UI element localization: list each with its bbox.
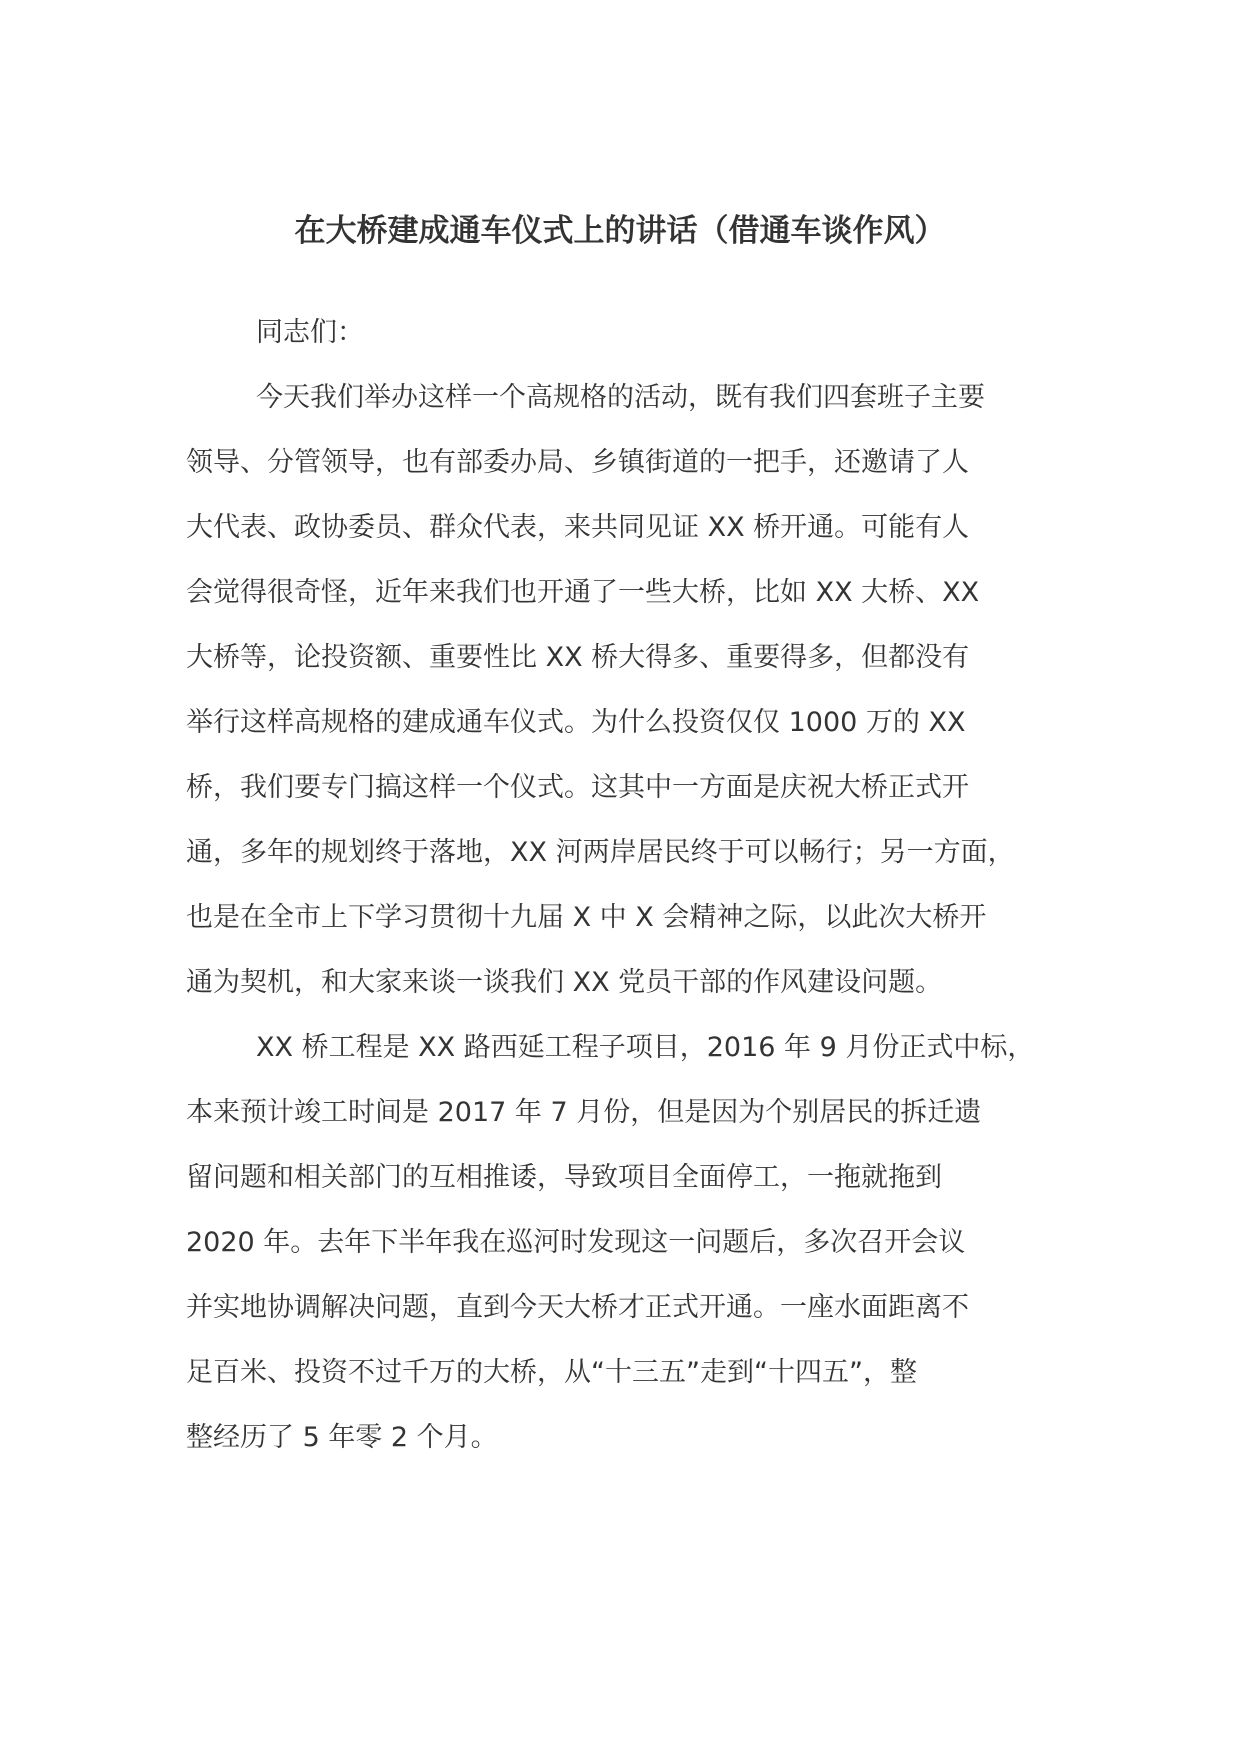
paragraph-2 bbox=[186, 1015, 1086, 1470]
paragraph-line: 2020 年。去年下半年我在巡河时发现这一问题后，多次召开会议 bbox=[186, 1227, 966, 1258]
paragraph-line: 本来预计竣工时间是 2017 年 7 月份，但是因为个别居民的拆迁遗 bbox=[186, 1097, 982, 1128]
paragraph-line: 通，多年的规划终于落地，XX 河两岸居民终于可以畅行；另一方面， bbox=[186, 837, 1015, 868]
paragraph-1 bbox=[186, 365, 1086, 1015]
paragraph-line: 并实地协调解决问题，直到今天大桥才正式开通。一座水面距离不 bbox=[186, 1292, 969, 1323]
paragraph-line: 留问题和相关部门的互相推诿，导致项目全面停工，一拖就拖到 bbox=[186, 1162, 942, 1193]
paragraph-line: 大代表、政协委员、群众代表，来共同见证 XX 桥开通。可能有人 bbox=[186, 512, 970, 543]
paragraph-line: 也是在全市上下学习贯彻十九届 X 中 X 会精神之际，以此次大桥开 bbox=[186, 902, 987, 933]
salutation: 同志们： bbox=[256, 317, 364, 348]
document-title: 在大桥建成通车仪式上的讲话（借通车谈作风） bbox=[294, 213, 946, 249]
paragraph-line: 举行这样高规格的建成通车仪式。为什么投资仅仅 1000 万的 XX bbox=[186, 707, 966, 738]
paragraph-line: 整经历了 5 年零 2 个月。 bbox=[186, 1422, 498, 1453]
document-body bbox=[186, 300, 1086, 1470]
paragraph-line: 大桥等，论投资额、重要性比 XX 桥大得多、重要得多，但都没有 bbox=[186, 642, 970, 673]
paragraph-line: 领导、分管领导，也有部委办局、乡镇街道的一把手，还邀请了人 bbox=[186, 447, 969, 478]
paragraph-line: 桥，我们要专门搞这样一个仪式。这其中一方面是庆祝大桥正式开 bbox=[186, 772, 969, 803]
paragraph-line: 会觉得很奇怪，近年来我们也开通了一些大桥，比如 XX 大桥、XX bbox=[186, 577, 980, 608]
paragraph-line: 今天我们举办这样一个高规格的活动，既有我们四套班子主要 bbox=[256, 382, 985, 413]
paragraph-line: XX 桥工程是 XX 路西延工程子项目，2016 年 9 月份正式中标， bbox=[256, 1032, 1035, 1063]
paragraph-line: 通为契机，和大家来谈一谈我们 XX 党员干部的作风建设问题。 bbox=[186, 967, 943, 998]
paragraph-line: 足百米、投资不过千万的大桥，从“十三五”走到“十四五”，整 bbox=[186, 1357, 917, 1388]
